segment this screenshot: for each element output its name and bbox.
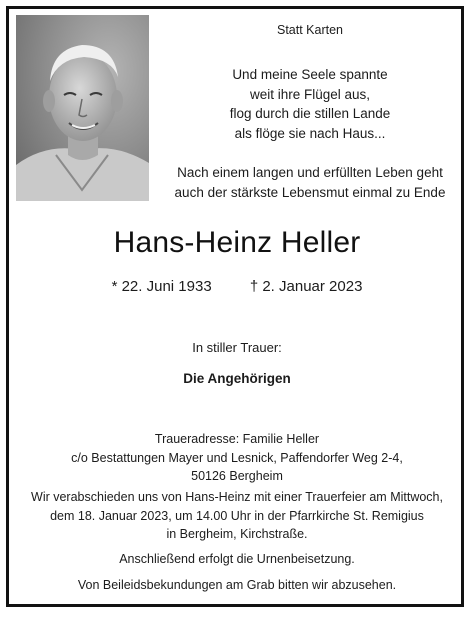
address-line: Traueradresse: Familie Heller [154,432,320,446]
poem-line: weit ihre Flügel aus, [249,86,371,102]
poem-line: flog durch die stillen Lande [229,106,391,121]
service-line: Wir verabschieden uns von Hans-Heinz mit einer Trauerfeier am Mittwoch, [31,490,443,504]
birth-date: * 22. Juni 1933 [111,278,212,295]
life-dates [0,278,474,295]
deceased-name: Hans-Heinz Heller [113,226,361,259]
poem-line: als flöge sie nach Haus... [234,125,386,141]
urn-burial-note: Anschließend erfolgt die Urnenbeisetzung. [119,552,355,566]
mourning-intro: In stiller Trauer: [192,340,282,355]
service-line: dem 18. Januar 2023, um 14.00 Uhr in der Pfarrkirche St. Remigius [50,508,424,523]
condolence-note: Von Beileidsbekundungen am Grab bitten wir abzusehen. [77,578,397,592]
quote-line: Nach einem langen und erfüllten Leben geht [177,165,443,180]
service-details [0,488,474,544]
quote-line: auch der stärkste Lebensmut einmal zu Ende [174,184,446,200]
memorial-quote [150,163,470,202]
poem-line: Und meine Seele spannte [232,67,388,82]
portrait-photo [16,15,149,201]
mourners-family: Die Angehörigen [183,371,291,386]
address-line: 50126 Bergheim [191,469,283,483]
statt-karten-heading: Statt Karten [276,23,343,37]
death-date: † 2. Januar 2023 [249,278,363,295]
mourning-address [0,430,474,486]
address-line: c/o Bestattungen Mayer und Lesnick, Paffendorfer Weg 2-4, [71,450,403,465]
poem-verse [150,65,470,143]
service-line: in Bergheim, Kirchstraße. [166,527,308,541]
